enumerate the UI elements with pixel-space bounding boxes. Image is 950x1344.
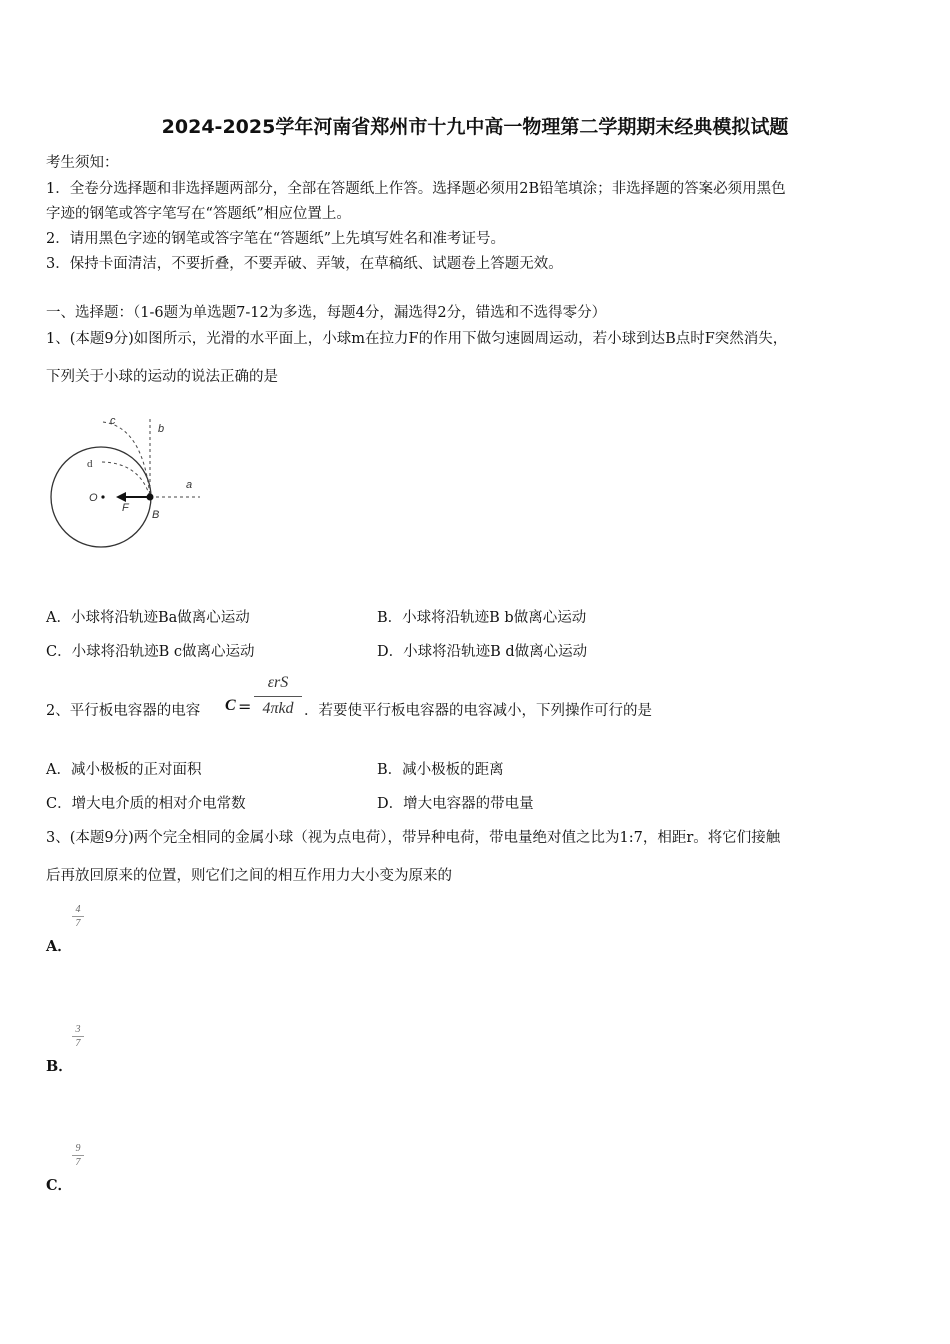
notice-line-1a: 1．全卷分选择题和非选择题两部分，全部在答题纸上作答。选择题必须用2B铅笔填涂；非选择题的答案必须用黑色 [46,181,786,197]
q2-symbol-c: C [225,697,236,714]
q2-option-b: B．减小极板的距离 [377,762,504,778]
q3-line-1: 3、(本题9分)两个完全相同的金属小球（视为点电荷），带异种电荷，带电量绝对值之比为1:7，相距r。将它们接触 [46,830,781,846]
q1-option-b: B．小球将沿轨迹B b做离心运动 [377,610,587,626]
circular-motion-figure [40,405,220,565]
q1-line-2: 下列关于小球的运动的说法正确的是 [46,369,278,385]
notice-line-1b: 字迹的钢笔或答字笔写在“答题纸”相应位置上。 [46,206,351,222]
q1-option-a: A．小球将沿轨迹Ba做离心运动 [46,610,250,626]
q3-option-a-fraction: 4 7 [72,904,84,929]
trajectory-d [102,462,150,497]
label-d: d [87,458,93,470]
label-B: B [152,509,160,521]
ball [147,494,154,501]
label-b: b [158,423,165,435]
q2-formula-bar [254,696,302,697]
section-heading: 一、选择题：（1-6题为单选题7-12为多选，每题4分，漏选得2分，错选和不选得零分） [46,305,607,321]
q2-formula-numerator: εrS [267,674,289,691]
q3-option-a: A． [46,938,72,955]
q2-formula-denominator: 4πkd [262,700,294,717]
q2-option-d: D．增大电容器的带电量 [377,796,534,812]
notice-heading: 考生须知： [46,155,119,171]
label-a: a [186,479,193,491]
q1-option-d: D．小球将沿轨迹B d做离心运动 [377,644,588,660]
label-F: F [122,502,129,514]
q2-prefix: 2、平行板电容器的电容 [46,703,201,719]
force-arrowhead [116,492,126,502]
q3-option-b: B． [46,1058,73,1075]
label-O: O [89,492,98,504]
q2-option-a: A．减小极板的正对面积 [46,762,202,778]
q3-line-2: 后再放回原来的位置，则它们之间的相互作用力大小变为原来的 [46,868,452,884]
page-title: 2024-2025学年河南省郑州市十九中高一物理第二学期期末经典模拟试题 [161,116,789,138]
notice-line-2: 2．请用黑色字迹的钢笔或答字笔在“答题纸”上先填写姓名和准考证号。 [46,231,506,247]
q1-option-c: C．小球将沿轨迹B c做离心运动 [46,644,255,660]
trajectory-c [103,422,150,497]
q2-option-c: C．增大电介质的相对介电常数 [46,796,246,812]
q2-equals: = [238,697,252,716]
q3-option-c-fraction: 9 7 [72,1143,84,1168]
center-point [101,495,104,498]
q3-option-c: C． [46,1177,73,1194]
label-c: c [110,415,116,427]
notice-line-3: 3．保持卡面清洁，不要折叠，不要弄破、弄皱，在草稿纸、试题卷上答题无效。 [46,256,563,272]
q3-option-b-fraction: 3 7 [72,1024,84,1049]
q2-suffix: ．若要使平行板电容器的电容减小，下列操作可行的是 [304,703,652,719]
q1-line-1: 1、(本题9分)如图所示，光滑的水平面上，小球m在拉力F的作用下做匀速圆周运动，若小球到达B点时F突然消失， [46,331,788,347]
